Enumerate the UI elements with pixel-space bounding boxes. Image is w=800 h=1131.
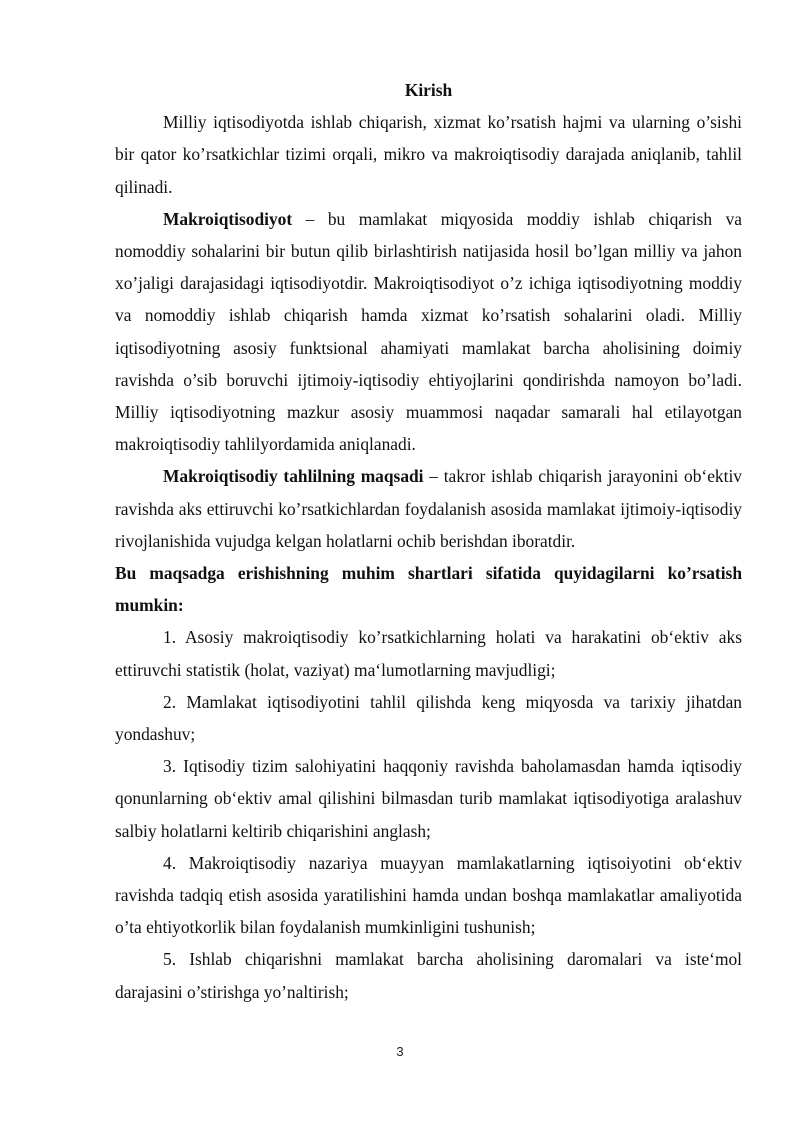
list-item: 3. Iqtisodiy tizim salohiyatini haqqoniy ravishda baholamasdan hamda iqtisodiy qonunlarning ob‘ektiv amal qilishini bilmasdan turib mamlakat iqtisodiyotiga aralashuv salbiy holatlarni keltirib chiqarishini anglash; [115, 756, 742, 841]
intro-paragraph: Milliy iqtisodiyotda ishlab chiqarish, xizmat ko’rsatish hajmi va ularning o’sishi bir qator ko’rsatkichlar tizimi orqali, mikro va makroiqtisodiy darajada aniqlanib, tahlil qilinadi. [115, 112, 742, 197]
purpose-paragraph [115, 460, 742, 557]
purpose-term: Makroiqtisodiy tahlilning maqsadi [163, 466, 424, 487]
list-item: 1. Asosiy makroiqtisodiy ko’rsatkichlarning holati va harakatini ob‘ektiv aks ettiruvchi statistik (holat, vaziyat) ma‘lumotlarning mavjudligi; [115, 627, 742, 680]
page-number: 3 [396, 1044, 404, 1059]
list-item: 5. Ishlab chiqarishni mamlakat barcha aholisining daromalari va iste‘mol darajasini o’stirishga yo’naltirish; [115, 949, 742, 1002]
document-page [115, 74, 742, 1008]
definition-text: – bu mamlakat miqyosida moddiy ishlab chiqarish va nomoddiy sohalarini bir butun qilib birlashtirish natijasida hosil bo’lgan milliy va jahon xo’jaligi darajasidagi iqtisodiyotdir. Makroiqtisodiyot o’z ichiga iqtisodiyotning moddiy va nomoddiy ishlab chiqarish hamda xizmat ko’rsatish sohalarini oladi. Milliy iqtisodiyotning asosiy funktsional ahamiyati mamlakat barcha aholisining doimiy ravishda o’sib boruvchi ijtimoiy-iqtisodiy ehtiyojlarini qondirishda namoyon bo’ladi. Milliy iqtisodiyotning mazkur asosiy muammosi naqadar samarali hal etilayotgan makroiqtisodiy tahlilyordamida aniqlanadi. [115, 208, 742, 455]
list-item: 4. Makroiqtisodiy nazariya muayyan mamlakatlarning iqtisoiyotini ob‘ektiv ravishda tadqiq etish asosida yaratilishini hamda undan boshqa mamlakatlar amaliyotida o’ta ehtiyotkorlik bilan foydalanish mumkinligini tushunish; [115, 852, 742, 938]
definition-term: Makroiqtisodiyot [163, 208, 293, 229]
conditions-heading: Bu maqsadga erishishning muhim shartlari sifatida quyidagilarni ko’rsatish mumkin: [115, 563, 742, 616]
document-title: Kirish [404, 80, 453, 100]
purpose-text: – takror ishlab chiqarish jarayonini ob‘ektiv ravishda aks ettiruvchi ko’rsatkichlardan foydalanish asosida mamlakat ijtimoiy-iqtisodiy rivojlanishida vujudga kelgan holatlarni ochib berishdan iboratdir. [115, 466, 742, 551]
list-item: 2. Mamlakat iqtisodiyotini tahlil qilishda keng miqyosda va tarixiy jihatdan yondashuv; [115, 691, 742, 745]
definition-paragraph [115, 203, 742, 461]
